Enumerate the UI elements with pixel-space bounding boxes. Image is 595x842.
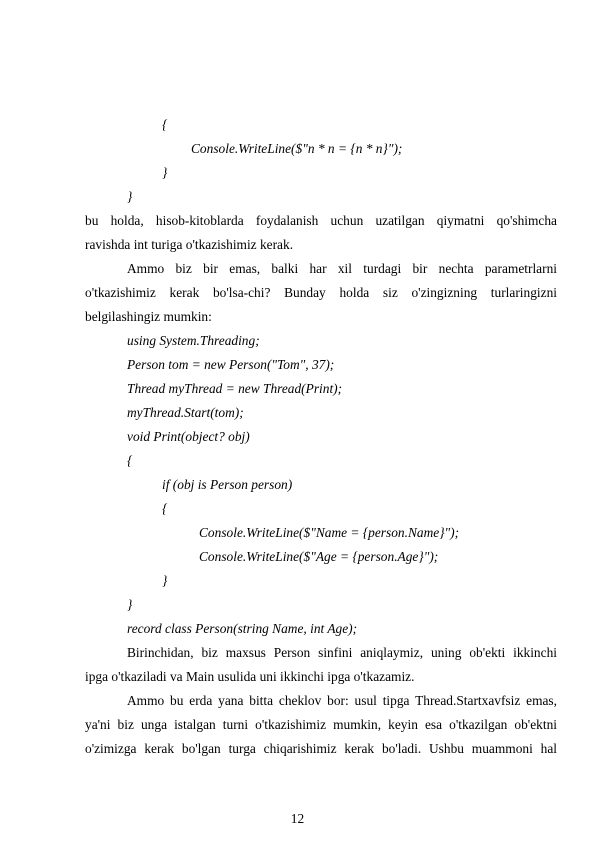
paragraph-line: bu holda, hisob-kitoblarda foydalanish uchun uzatilgan qiymatni qo'shimcha [85,213,557,228]
code-line: using System.Threading; [127,333,260,348]
paragraph-line: o'tkazishimiz kerak bo'lsa-chi? Bunday holda siz o'zingizning turlaringizni [85,285,557,300]
paragraph-line: belgilashingiz mumkin: [85,309,212,324]
code-line: { [162,501,168,516]
code-line: } [127,189,133,204]
code-line: if (obj is Person person) [162,477,293,492]
paragraph-line: Ammo biz bir emas, balki har xil turdagi bir nechta parametrlarni [127,261,557,276]
paragraph-line: Ammo bu erda yana bitta cheklov bor: usul tipga Thread.Startxavfsiz emas, [127,693,557,708]
code-line: myThread.Start(tom); [127,405,244,420]
code-line: { [162,117,168,132]
code-line: record class Person(string Name, int Age); [127,621,358,636]
code-line: Console.WriteLine($"Age = {person.Age}"); [199,549,439,564]
paragraph-line: ravishda int turiga o'tkazishimiz kerak. [85,237,294,252]
paragraph-line: ya'ni biz unga istalgan turni o'tkazishimiz mumkin, keyin esa o'tkazilgan ob'ektni [85,717,557,732]
code-line: } [162,165,168,180]
code-line: { [127,453,133,468]
code-line: Person tom = new Person("Tom", 37); [127,357,335,372]
code-line: Console.WriteLine($"n * n = {n * n}"); [191,141,403,156]
paragraph-line: o'zimizga kerak bo'lgan turga chiqarishimiz kerak bo'ladi. Ushbu muammoni hal [85,741,557,756]
code-line: } [127,597,133,612]
paragraph-line: ipga o'tkaziladi va Main usulida uni ikkinchi ipga o'tkazamiz. [85,669,415,684]
code-line: } [162,573,168,588]
page-number: 12 [290,811,305,826]
code-line: void Print(object? obj) [127,429,250,444]
code-line: Thread myThread = new Thread(Print); [127,381,343,396]
code-line: Console.WriteLine($"Name = {person.Name}"); [199,525,460,540]
paragraph-line: Birinchidan, biz maxsus Person sinfini aniqlaymiz, uning ob'ekti ikkinchi [127,645,557,660]
